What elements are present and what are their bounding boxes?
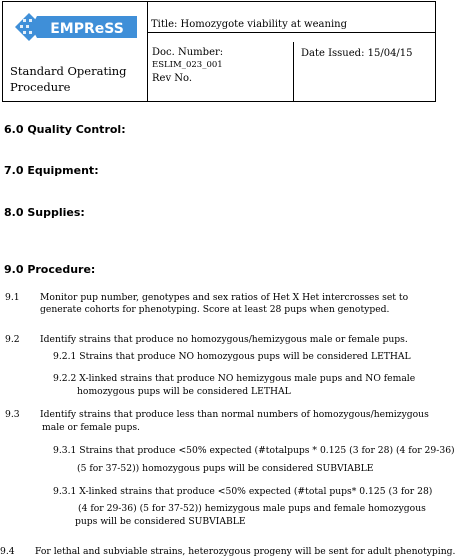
empress-logo [11,9,139,45]
step-text: generate cohorts for phenotyping. Score at least 28 pups when genotyped. [40,304,390,315]
header-table [2,1,436,102]
header-divider [147,32,435,33]
step-number: 9.3 [5,409,20,420]
section-heading-equipment: 7.0 Equipment: [4,164,99,177]
step-text: For lethal and subviable strains, heterozygous progeny will be sent for adult phenotyping. [35,546,456,557]
doc-number-block [152,46,223,85]
step-number: 9.4 [0,546,15,557]
substep-text: 9.2.1 Strains that produce NO homozygous pups will be considered LETHAL [53,351,411,362]
substep-text: pups will be considered SUBVIABLE [75,516,246,527]
logo-text: EMPReSS [50,21,124,37]
section-heading-procedure: 9.0 Procedure: [4,263,96,276]
step-text: Monitor pup number, genotypes and sex ratios of Het X Het intercrosses set to [40,292,409,303]
header-divider [147,2,148,101]
date-issued: Date Issued: 15/04/15 [301,48,413,59]
sop-label: Standard Operating Procedure [10,64,127,94]
step-number: 9.2 [5,334,20,345]
rev-label: Rev No. [152,73,193,84]
substep-text: (5 for 37-52)) homozygous pups will be considered SUBVIABLE [77,463,374,474]
section-heading-quality: 6.0 Quality Control: [4,123,126,136]
doc-number-label: Doc. Number: [152,47,224,58]
substep-text: homozygous pups will be considered LETHAL [77,386,291,397]
step-text: Identify strains that produce no homozygous/hemizygous male or female pups. [40,334,408,345]
doc-number-code: ESLIM_023_001 [152,60,223,70]
section-heading-supplies: 8.0 Supplies: [4,206,85,219]
document-title: Title: Homozygote viability at weaning [151,19,347,30]
substep-text: (4 for 29-36) (5 for 37-52)) hemizygous male pups and female homozygous [78,503,426,514]
step-text: Identify strains that produce less than normal numbers of homozygous/hemizygous [40,409,429,420]
substep-text: 9.2.2 X-linked strains that produce NO hemizygous male pups and NO female [53,373,416,384]
substep-text: 9.3.1 Strains that produce <50% expected (#totalpups * 0.125 (3 for 28) (4 for 29-36) [53,445,455,456]
step-text: male or female pups. [42,422,140,433]
step-number: 9.1 [5,292,20,303]
substep-text: 9.3.1 X-linked strains that produce <50% expected (#total pups* 0.125 (3 for 28) [53,486,433,497]
header-divider [293,42,294,101]
